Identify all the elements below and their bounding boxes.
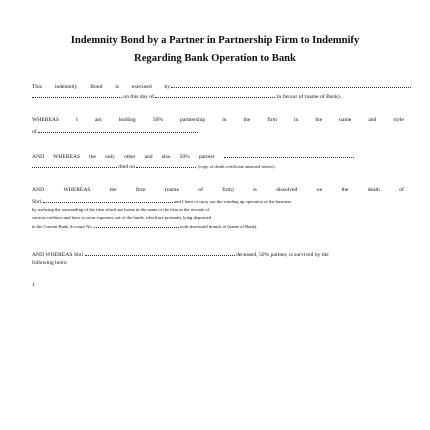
word: in: [294, 117, 299, 123]
word: AND: [32, 154, 45, 160]
word: name: [339, 117, 352, 123]
word: am: [94, 117, 102, 123]
para3-line1: [32, 152, 354, 161]
para4-line3: by realizing the outstanding of the firm which are borne in the name of the firm in the records of: [32, 207, 210, 212]
para4-line2: Shri and I have to carry out the winding up operation of the business: [32, 199, 292, 205]
word: and: [368, 117, 377, 123]
para5-line2: following heirs:: [32, 260, 68, 266]
document-title-line-1: Indemnity Bond by a Partner in Partnership Firm to Indemnify: [70, 35, 360, 46]
word: the: [243, 117, 251, 123]
word: on: [316, 187, 323, 193]
word: holding: [118, 117, 136, 123]
para2-line1: [32, 117, 404, 124]
word: style: [393, 117, 404, 123]
word: other: [123, 154, 136, 160]
word: only: [105, 154, 115, 160]
word: WHEREAS: [63, 187, 91, 193]
para2-line2: of: [32, 127, 198, 136]
word: the: [315, 117, 323, 123]
para3-line2: died on (copy of death certificate annexed hereto).: [32, 162, 276, 171]
word: death: [367, 187, 380, 193]
word: and: [144, 154, 153, 160]
word: in: [222, 117, 227, 123]
word: firm: [136, 187, 146, 193]
word: firm): [222, 187, 234, 193]
word: the: [109, 187, 117, 193]
para1-line1: This indemnity Bond is executed by: [32, 82, 411, 91]
word: firm: [267, 117, 278, 123]
word: partner: [198, 154, 215, 160]
word: 50%: [179, 154, 190, 160]
word: of: [198, 187, 203, 193]
blank-line: [224, 152, 354, 158]
word: also: [161, 154, 171, 160]
para5-line1: AND WHEREAS Shri deceased, 50% partner, is survived by the: [32, 252, 329, 258]
word: partnership: [180, 117, 206, 123]
heir-list-item-1: 1: [32, 282, 35, 288]
word: 50%: [152, 117, 164, 123]
document-title-line-2: Regarding Bank Operation to Bank: [134, 53, 296, 64]
word: AND: [32, 187, 45, 193]
word: dissolved: [276, 187, 298, 193]
word: the: [89, 154, 97, 160]
word: WHEREAS: [53, 154, 81, 160]
word: is: [253, 187, 257, 193]
word: I: [76, 117, 78, 123]
para4-line4: various creditors and have to incur expenses out of the funds, which are presently lying deposited: [32, 215, 212, 220]
para1-line2: on this day of in favour of (name of Bank).: [32, 92, 341, 101]
word: (name: [164, 187, 179, 193]
word: the: [341, 187, 349, 193]
para4-line1: [32, 187, 404, 194]
para4-line5: in the Current Bank Account No. with abovesaid branch of (name of Bank).: [32, 224, 258, 229]
word: WHEREAS: [32, 117, 60, 123]
word: of: [399, 187, 404, 193]
